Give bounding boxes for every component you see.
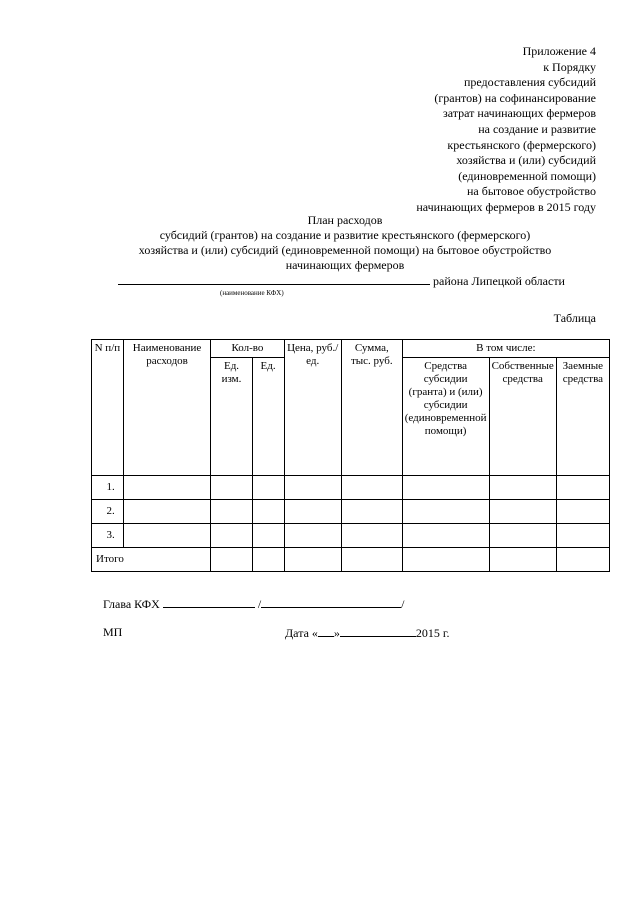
col-own-header: Собственные средства: [489, 358, 556, 476]
signature-line: Глава КФХ / /: [103, 597, 405, 611]
cell[interactable]: [489, 476, 556, 500]
cell[interactable]: [123, 500, 211, 524]
date-suffix: 2015 г.: [415, 626, 450, 640]
plan-title-line: План расходов: [307, 213, 383, 227]
total-label: Итого: [92, 548, 211, 572]
total-row: [92, 548, 610, 572]
annex-line: (единовременной помощи): [458, 168, 596, 183]
row-number: 2.: [92, 500, 124, 524]
cell[interactable]: [402, 548, 489, 572]
district-suffix: района Липецкой области: [433, 274, 565, 288]
cell[interactable]: [211, 524, 252, 548]
table-row: [92, 524, 610, 548]
cell[interactable]: [341, 476, 402, 500]
cell[interactable]: [284, 500, 341, 524]
col-qty-count-header: Ед.: [252, 358, 284, 476]
cell[interactable]: [556, 524, 609, 548]
col-sum-header: Сумма, тыс. руб.: [341, 340, 402, 476]
row-number: 3.: [92, 524, 124, 548]
annex-line: Приложение 4: [522, 44, 596, 58]
cell[interactable]: [123, 524, 211, 548]
month-blank[interactable]: [340, 625, 416, 637]
cell[interactable]: [489, 500, 556, 524]
col-qty-unit-header: Ед. изм.: [211, 358, 252, 476]
cell[interactable]: [252, 548, 284, 572]
annex-line: крестьянского (фермерского): [447, 137, 596, 152]
district-line: [118, 273, 565, 289]
cell[interactable]: [402, 476, 489, 500]
annex-line: на бытовое обустройство: [467, 184, 596, 199]
annex-line: (грантов) на софинансирование: [434, 90, 596, 105]
annex-line: начинающих фермеров в 2015 году: [416, 199, 596, 214]
annex-line: затрат начинающих фермеров: [442, 106, 596, 121]
cell[interactable]: [556, 476, 609, 500]
kfh-hint: (наименование КФХ): [220, 289, 284, 297]
header-row: [92, 340, 610, 358]
cell[interactable]: [211, 548, 252, 572]
table-label: Таблица: [553, 311, 596, 325]
day-blank[interactable]: [318, 625, 334, 637]
plan-title: [90, 213, 600, 273]
stamp-place: МП: [103, 625, 123, 639]
cell[interactable]: [284, 524, 341, 548]
plan-title-line: начинающих фермеров: [285, 258, 405, 272]
head-label: Глава КФХ: [103, 597, 160, 611]
col-num-header: N п/п: [92, 340, 124, 476]
col-qty-header: Кол-во: [211, 340, 284, 358]
row-number: 1.: [92, 476, 124, 500]
cell[interactable]: [341, 548, 402, 572]
col-grant-header: Средства субсидии (гранта) и (или) субсидии (единовременной помощи): [402, 358, 489, 476]
cell[interactable]: [252, 500, 284, 524]
cell[interactable]: [284, 476, 341, 500]
annex-line: на создание и развитие: [478, 121, 596, 136]
col-including-header: В том числе:: [402, 340, 609, 358]
kfh-name-blank[interactable]: [118, 273, 430, 285]
date-mid: »: [333, 626, 340, 640]
date-line: [285, 625, 450, 641]
cell[interactable]: [123, 476, 211, 500]
cell[interactable]: [341, 524, 402, 548]
annex-line: к Порядку: [543, 59, 596, 74]
expense-table: [91, 339, 610, 572]
cell[interactable]: [556, 500, 609, 524]
cell[interactable]: [284, 548, 341, 572]
col-borrowed-header: Заемные средства: [556, 358, 609, 476]
table-row: [92, 500, 610, 524]
cell[interactable]: [252, 524, 284, 548]
table-row: [92, 476, 610, 500]
annex-header: [416, 44, 596, 216]
cell[interactable]: [211, 500, 252, 524]
cell[interactable]: [252, 476, 284, 500]
plan-title-line: хозяйства и (или) субсидий (единовременной помощи) на бытовое обустройство: [138, 243, 552, 257]
annex-line: хозяйства и (или) субсидий: [456, 153, 596, 168]
plan-title-line: субсидий (грантов) на создание и развитие крестьянского (фермерского): [159, 228, 531, 242]
cell[interactable]: [211, 476, 252, 500]
signature-blank[interactable]: [163, 596, 255, 608]
cell[interactable]: [402, 500, 489, 524]
annex-line: предоставления субсидий: [463, 75, 596, 90]
cell[interactable]: [489, 548, 556, 572]
cell[interactable]: [489, 524, 556, 548]
cell[interactable]: [556, 548, 609, 572]
name-blank[interactable]: [261, 596, 401, 608]
col-name-header: Наименование расходов: [123, 340, 211, 476]
col-price-header: Цена, руб./ед.: [284, 340, 341, 476]
cell[interactable]: [341, 500, 402, 524]
cell[interactable]: [402, 524, 489, 548]
date-prefix: Дата «: [285, 626, 318, 640]
